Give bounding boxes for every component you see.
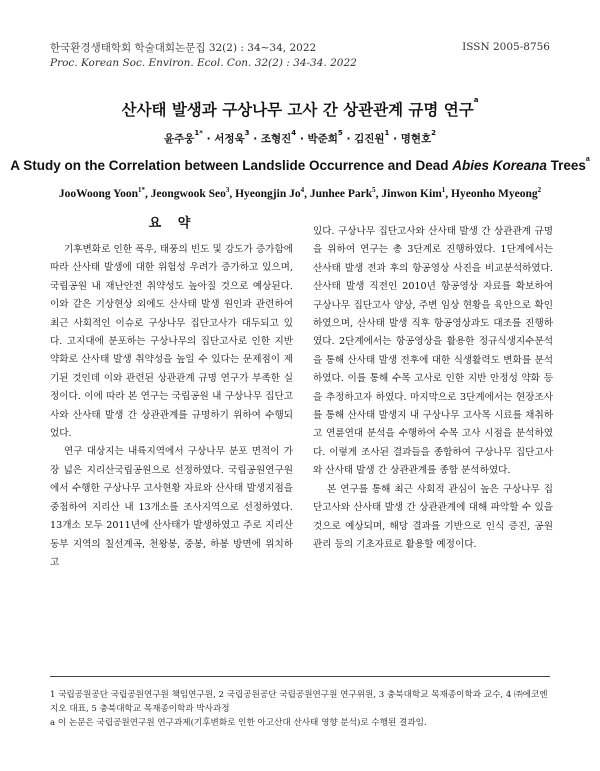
abstract-paragraph: 본 연구를 통해 최근 사회적 관심이 높은 구상나무 집단고사와 산사태 발생 간 상관관계에 대해 파악할 수 있을 것으로 예상되며, 해당 결과를 기반으로 인식 증진, 공원관리 등의 기초자료로 활용할 예정이다.: [313, 483, 553, 550]
abstract-paragraph: 연구 대상지는 내륙지역에서 구상나무 분포 면적이 가장 넓은 지리산국립공원으로 선정하였다. 국립공원연구원에서 수행한 구상나무 고사현황 자료와 산사태 발생지점을 중첩하여 지리산 내 13개소를 조사지역으로 선정하였다. 13개소 모두 2011년에 산사태가 발생하였고 주로 지리산 동부 지역의 칠선계곡, 천왕봉, 중봉, 하봉 방면에 위치하고: [50, 446, 293, 568]
abstract-left-column: [50, 241, 293, 572]
author-ko: 서정욱: [214, 133, 245, 145]
author-en: Junhee Park: [309, 188, 373, 200]
authors-english: JooWoong Yoon$^{1*}$, Jeongwook Seo$^3$, Hyeongjin Jo$^4$, Junhee Park$^5$, Jinwon Kim$^1$, Hyeonho Myeong$^2$: [58, 186, 542, 200]
authors-korean: 윤주웅$^{1*}$ · 서정욱$^3$ · 조형진$^4$ · 박준희$^5$ · 김진원$^1$ · 명현호$^2$: [163, 129, 437, 145]
title-korean: 산사태 발생과 구상나무 고사 간 상관관계 규명 연구$^a$: [121, 96, 479, 119]
abstract-paragraph: 기후변화로 인한 폭우, 태풍의 빈도 및 강도가 증가함에 따라 산사태 발생에 대한 위험성 우려가 증가하고 있으며, 국립공원 내 재난안전 취약성도 높아질 것으로 예상된다. 이와 같은 기상현상 외에도 산사태 발생 원인과 관련하여 최근 사회적인 이슈로 구상나무 집단고사가 대두되고 있다. 고지대에 분포하는 구상나무의 집단고사로 인한 지반 약화로 산사태 발생 취약성을 높일 수 있다는 문제점이 제기된 것인데 이와 관련된 상관관계 규명 연구가 부족한 실정이다. 이에 따라 본 연구는 국립공원 내 구상나무 집단고사와 산사태 발생 간 상관관계를 규명하기 위하여 수행되었다.: [50, 244, 293, 440]
author-en: Jinwon Kim: [381, 188, 442, 200]
author-ko: 김진원: [354, 133, 385, 145]
title-footnote-mark: a: [473, 96, 479, 104]
journal-name-ko: 한국환경생태학회 학술대회논문집 32(2) : 34∼34, 2022: [50, 42, 317, 54]
abstract-right-column: [313, 223, 553, 554]
species-name: Abies Koreana: [452, 158, 547, 173]
footnotes: [50, 688, 550, 730]
author-ko: 윤주웅: [163, 133, 195, 145]
author-ko: 박준희: [307, 133, 338, 145]
author-en: Hyeongjin Jo: [235, 188, 301, 200]
journal-name-en: Proc. Korean Soc. Environ. Ecol. Con. 32(2) : 34-34. 2022: [50, 57, 357, 69]
author-ko: 명현호: [400, 133, 432, 145]
author-en: Hyeonho Myeong: [451, 188, 538, 200]
title-english: A Study on the Correlation between Landslide Occurrence and Dead Abies Koreana Trees$^a$: [10, 156, 590, 173]
footnote-divider: [50, 676, 550, 677]
journal-header: [50, 41, 357, 71]
author-ko: 조형진: [260, 133, 292, 145]
affiliation-footnote: 1 국립공원공단 국립공원연구원 책임연구원, 2 국립공원공단 국립공원연구원 연구위원, 3 충북대학교 목재종이학과 교수, 4 ㈜에코엔지오 대표, 5 충북대학교 목재종이학과 박사과정: [50, 690, 548, 714]
author-en: Jeongwook Seo: [150, 188, 226, 200]
abstract-paragraph: 있다. 구상나무 집단고사와 산사태 발생 간 상관관계 규명을 위하여 연구는 총 3단계로 진행하였다. 1단계에서는 산사태 발생 전과 후의 항공영상 사진을 비교분석하였다. 산사태 발생 직전인 2010년 항공영상 자료를 확보하여 구상나무 집단고사 양상, 주변 임상 현황을 육안으로 확인하였으며, 산사태 발생 직후 항공영상과도 대조를 진행하였다. 2단계에서는 항공영상을 활용한 정규식생지수분석을 통해 산사태 발생 전후에 대한 식생활력도 변화를 분석하였다. 이를 통해 수목 고사로 인한 지반 안정성 약화 등을 추정하고자 하였다. 마지막으로 3단계에서는 현장조사를 통해 산사태 발생지 내 구상나무 고사목 시료를 채취하고 연륜연대 분석을 수행하여 수목 고사 시점을 분석하였다. 이렇게 조사된 결과들을 종합하여 구상나무 집단고사와 산사태 발생 간 상관관계를 종합 분석하였다.: [313, 226, 553, 477]
funding-footnote: a 이 논문은 국립공원연구원 연구과제(기후변화로 인한 아고산대 산사태 영향 분석)로 수행된 결과임.: [50, 718, 427, 728]
author-en: JooWoong Yoon: [58, 188, 139, 200]
issn: ISSN 2005-8756: [462, 41, 550, 53]
abstract-heading: 요 약: [148, 216, 197, 231]
